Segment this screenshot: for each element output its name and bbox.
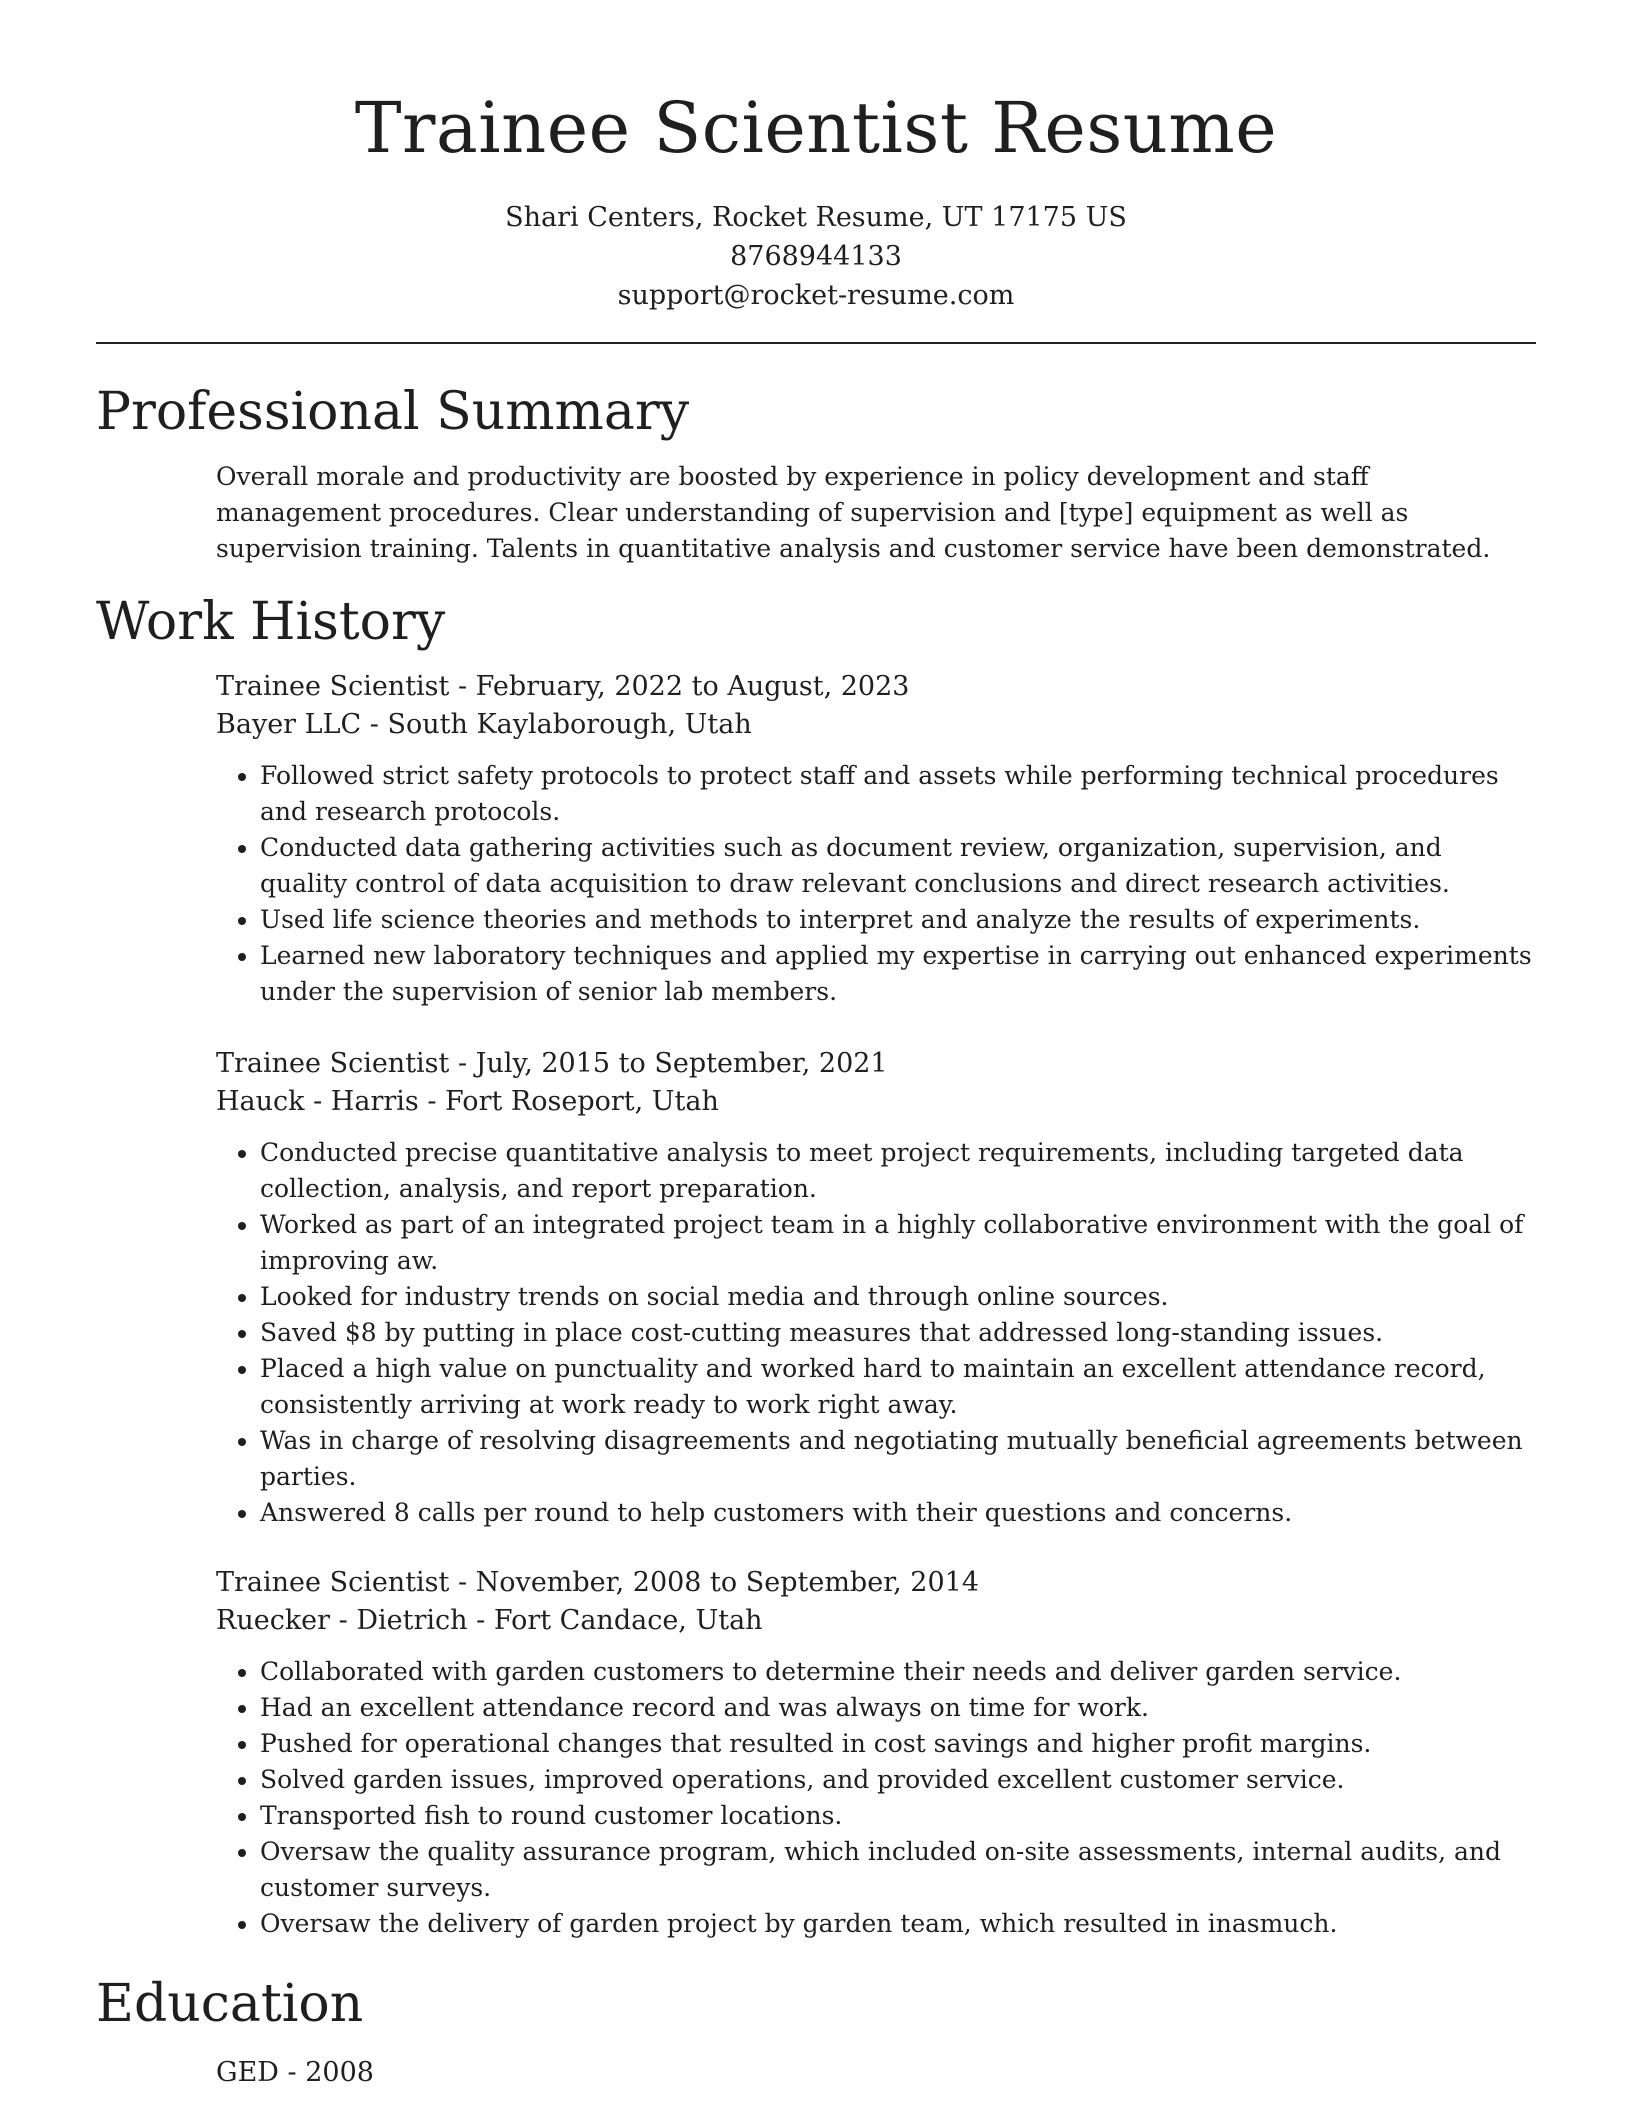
contact-block: [0, 198, 1632, 315]
job-dates: - February, 2022 to August, 2023: [449, 671, 910, 702]
job-entry-2: [216, 1045, 1536, 1531]
job-title: Trainee Scientist: [216, 1048, 450, 1079]
job-entry-1: [216, 668, 1536, 1010]
contact-phone: 8768944133: [730, 241, 902, 272]
list-item: • Conducted data gathering activities such as document review, organization, supervision, and quality control of data acquisition to draw relevant conclusions and direct research activities.: [260, 830, 1536, 902]
list-item: • Learned new laboratory techniques and applied my expertise in carrying out enhanced experiments under the supervision of senior lab members.: [260, 938, 1536, 1010]
list-item: • Followed strict safety protocols to protect staff and assets while performing technical procedures and research protocols.: [260, 758, 1536, 830]
job-company: Bayer LLC: [216, 709, 362, 740]
resume-title: Trainee Scientist Resume: [354, 87, 1278, 169]
job-bullets: [216, 758, 1536, 1010]
job-company-line: [216, 706, 1536, 744]
list-item: • Placed a high value on punctuality and worked hard to maintain an excellent attendance record, consistently arriving at work ready to work right away.: [260, 1351, 1536, 1423]
list-item: • Worked as part of an integrated project team in a highly collaborative environment with the goal of improving aw.: [260, 1207, 1536, 1279]
job-location: - Fort Roseport, Utah: [418, 1086, 719, 1117]
summary-text: Overall morale and productivity are boosted by experience in policy development and staff management procedures. Clear understanding of supervision and [type] equipment as well as supervision training. Talents in quantitative analysis and customer service have been demonstrated.: [216, 462, 1491, 563]
job-company-line: [216, 1083, 1536, 1121]
list-item: • Oversaw the delivery of garden project by garden team, which resulted in inasmuch.: [260, 1906, 1536, 1942]
job-title-line: [216, 1564, 1536, 1602]
job-title: Trainee Scientist: [216, 1567, 450, 1598]
resume-header: [0, 0, 1632, 315]
education-entry: GED - 2008: [216, 2057, 374, 2088]
list-item: • Was in charge of resolving disagreements and negotiating mutually beneficial agreements between parties.: [260, 1423, 1536, 1495]
list-item: • Had an excellent attendance record and was always on time for work.: [260, 1690, 1536, 1726]
job-title: Trainee Scientist: [216, 671, 450, 702]
job-company-line: [216, 1602, 1536, 1640]
contact-address: Shari Centers, Rocket Resume, UT 17175 US: [505, 202, 1127, 233]
job-location: - South Kaylaborough, Utah: [361, 709, 752, 740]
work-history-heading: Work History: [96, 592, 446, 652]
job-entry-3: [216, 1564, 1536, 1942]
header-divider: [96, 342, 1536, 344]
list-item: • Looked for industry trends on social media and through online sources.: [260, 1279, 1536, 1315]
job-dates: - July, 2015 to September, 2021: [449, 1048, 888, 1079]
job-company: Hauck - Harris: [216, 1086, 419, 1117]
list-item: • Conducted precise quantitative analysis to meet project requirements, including targeted data collection, analysis, and report preparation.: [260, 1135, 1536, 1207]
job-title-line: [216, 668, 1536, 706]
list-item: • Transported fish to round customer locations.: [260, 1798, 1536, 1834]
education-heading: Education: [96, 1974, 364, 2034]
job-title-line: [216, 1045, 1536, 1083]
list-item: • Saved $8 by putting in place cost-cutting measures that addressed long-standing issues.: [260, 1315, 1536, 1351]
contact-email: support@rocket-resume.com: [617, 280, 1015, 311]
list-item: • Oversaw the quality assurance program, which included on-site assessments, internal audits, and customer surveys.: [260, 1834, 1536, 1906]
job-company: Ruecker - Dietrich: [216, 1605, 468, 1636]
summary-heading: Professional Summary: [96, 382, 690, 442]
list-item: • Pushed for operational changes that resulted in cost savings and higher profit margins.: [260, 1726, 1536, 1762]
list-item: • Collaborated with garden customers to determine their needs and deliver garden service.: [260, 1654, 1536, 1690]
list-item: • Answered 8 calls per round to help customers with their questions and concerns.: [260, 1495, 1536, 1531]
list-item: • Used life science theories and methods to interpret and analyze the results of experiments.: [260, 902, 1536, 938]
job-location: - Fort Candace, Utah: [467, 1605, 763, 1636]
list-item: • Solved garden issues, improved operations, and provided excellent customer service.: [260, 1762, 1536, 1798]
job-dates: - November, 2008 to September, 2014: [449, 1567, 980, 1598]
job-bullets: [216, 1135, 1536, 1531]
job-bullets: [216, 1654, 1536, 1942]
